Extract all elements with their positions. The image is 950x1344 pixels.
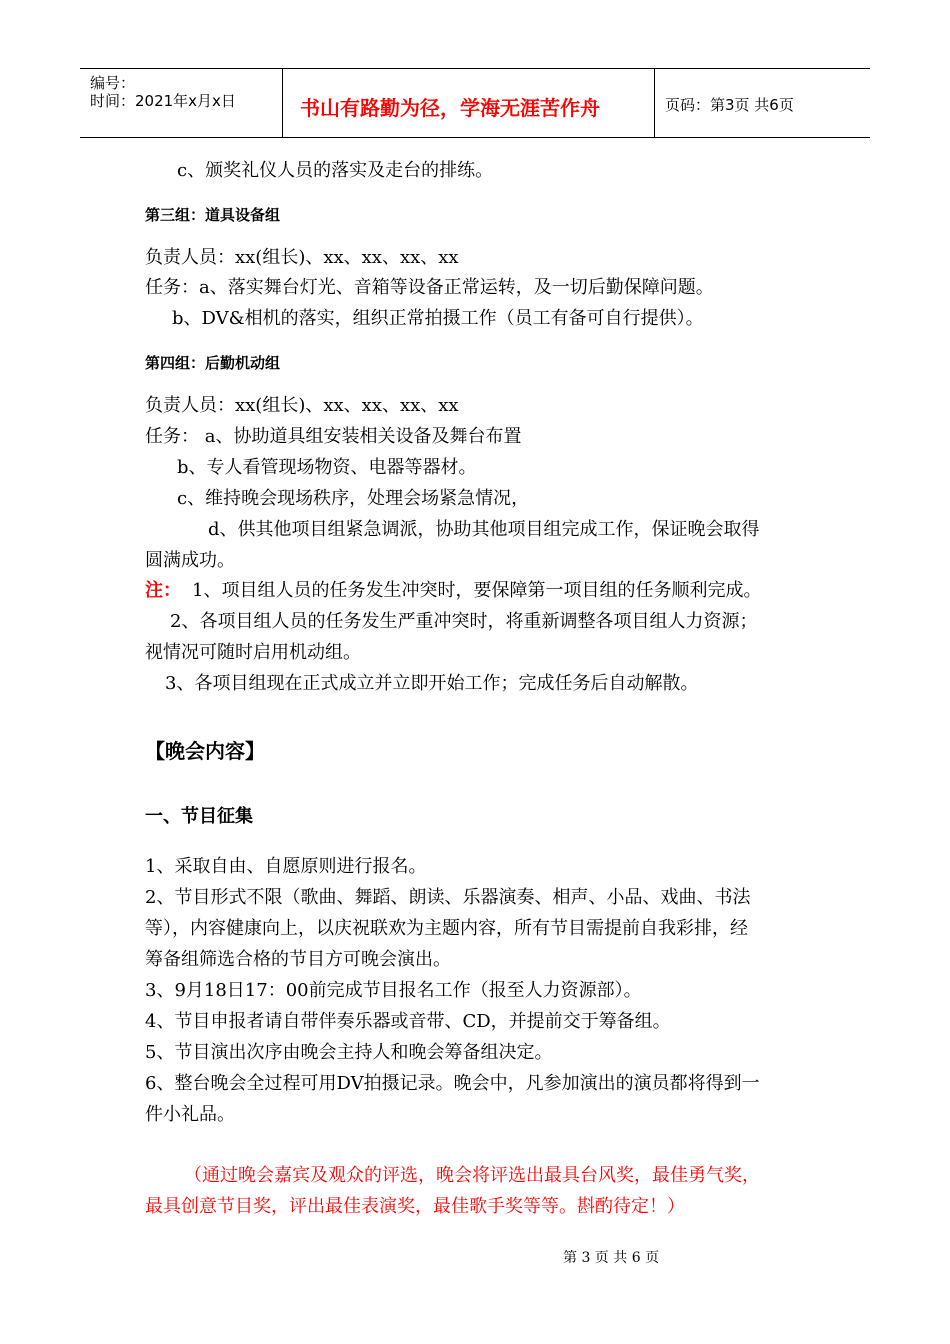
group4-task-b: b、专人看管现场物资、电器等器材。	[177, 457, 477, 478]
group4-task-d-line2: 圆满成功。	[145, 550, 235, 571]
content-item-6-line2: 件小礼品。	[145, 1104, 235, 1125]
subsection-title: 一、节目征集	[145, 806, 253, 827]
content-item-2-line1: 2、节目形式不限（歌曲、舞蹈、朗读、乐器演奏、相声、小品、戏曲、书法	[145, 887, 751, 908]
group3-title: 第三组：道具设备组	[145, 206, 281, 224]
page-footer: 第 3 页 共 6 页	[563, 1250, 660, 1266]
content-item-2-line2: 等），内容健康向上，以庆祝联欢为主题内容，所有节目需提前自我彩排，经	[145, 918, 748, 939]
section-title: 【晚会内容】	[145, 739, 265, 763]
note-2-line1: 2、各项目组人员的任务发生严重冲突时，将重新调整各项目组人力资源；	[170, 611, 758, 632]
content-item-3: 3、9月18日17：00前完成节目报名工作（报至人力资源部）。	[145, 980, 642, 1001]
group3-task-a: 任务：a、落实舞台灯光、音箱等设备正常运转，及一切后勤保障问题。	[145, 277, 714, 298]
group4-staff: 负责人员：xx(组长)、xx、xx、xx、xx	[145, 395, 459, 416]
group4-task-d-line1: d、供其他项目组紧急调派，协助其他项目组完成工作，保证晚会取得	[208, 519, 760, 540]
awards-line2: 最具创意节目奖，评出最佳表演奖，最佳歌手奖等等。斟酌待定！）	[145, 1196, 685, 1217]
group2-task-c: c、颁奖礼仪人员的落实及走台的排练。	[177, 160, 494, 181]
group3-staff: 负责人员：xx(组长)、xx、xx、xx、xx	[145, 247, 459, 268]
group3-task-b: b、DV&相机的落实，组织正常拍摄工作（员工有备可自行提供）。	[172, 308, 704, 329]
header-divider	[282, 69, 283, 137]
group4-task-c: c、维持晚会现场秩序，处理会场紧急情况，	[177, 488, 530, 509]
content-item-6-line1: 6、整台晚会全过程可用DV拍摄记录。晚会中，凡参加演出的演员都将得到一	[145, 1073, 760, 1094]
notes-label: 注：	[145, 580, 181, 601]
group4-title: 第四组：后勤机动组	[145, 354, 281, 372]
group4-task-a: 任务： a、协助道具组安装相关设备及舞台布置	[145, 426, 522, 447]
header-page-label: 页码：第3页 共6页	[665, 96, 794, 114]
content-item-5: 5、节目演出次序由晚会主持人和晚会筹备组决定。	[145, 1042, 553, 1063]
note-2-line2: 视情况可随时启用机动组。	[145, 642, 361, 663]
header-code-label: 编号：	[90, 74, 136, 92]
content-item-1: 1、采取自由、自愿原则进行报名。	[145, 856, 427, 877]
header-divider	[654, 69, 655, 137]
content-item-2-line3: 筹备组筛选合格的节目方可晚会演出。	[145, 949, 451, 970]
header-motto: 书山有路勤为径，学海无涯苦作舟	[300, 96, 600, 120]
note-3: 3、各项目组现在正式成立并立即开始工作；完成任务后自动解散。	[165, 673, 699, 694]
awards-line1: （通过晚会嘉宾及观众的评选，晚会将评选出最具台风奖，最佳勇气奖，	[184, 1165, 760, 1186]
content-item-4: 4、节目申报者请自带伴奏乐器或音带、CD，并提前交于筹备组。	[145, 1011, 671, 1032]
note-1: 1、项目组人员的任务发生冲突时，要保障第一项目组的任务顺利完成。	[192, 580, 762, 601]
header-date-label: 时间：2021年x月x日	[90, 92, 236, 110]
